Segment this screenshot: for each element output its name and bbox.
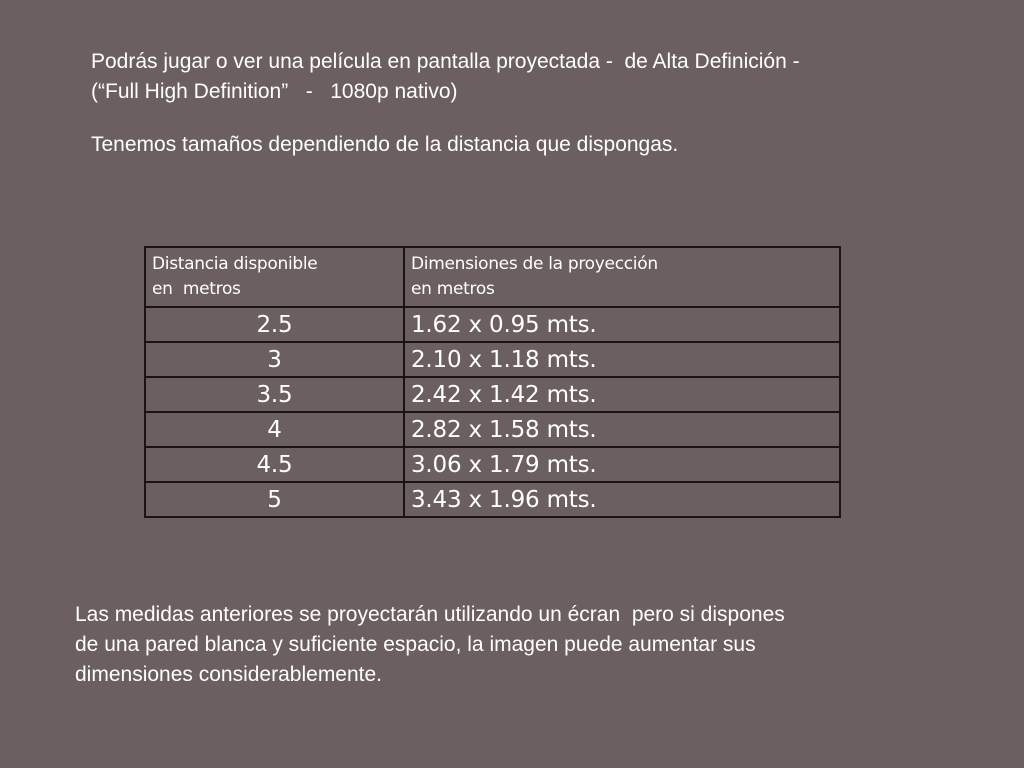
distance-cell: 2.5 [145, 307, 404, 342]
distance-cell: 4 [145, 412, 404, 447]
outro-line-1: Las medidas anteriores se proyectarán utilizando un écran pero si dispones [75, 603, 785, 626]
table-row [145, 377, 840, 412]
dimensions-cell: 2.42 x 1.42 mts. [404, 377, 840, 412]
intro-line-3: Tenemos tamaños dependiendo de la distancia que dispongas. [91, 133, 679, 156]
outro-text [75, 600, 975, 690]
projection-table [144, 246, 841, 518]
table-row [145, 482, 840, 517]
intro-line-2: (“Full High Definition” - 1080p nativo) [91, 80, 458, 103]
outro-line-2: de una pared blanca y suficiente espacio, la imagen puede aumentar sus [75, 633, 756, 656]
dimensions-cell: 2.10 x 1.18 mts. [404, 342, 840, 377]
table-row [145, 307, 840, 342]
table-row [145, 412, 840, 447]
paragraph-spacer [91, 107, 991, 130]
header-dimensions [404, 247, 840, 307]
intro-line-1: Podrás jugar o ver una película en pantalla proyectada - de Alta Definición - [91, 50, 800, 73]
header-dimensions-line-2: en metros [411, 279, 495, 299]
header-distance-line-1: Distancia disponible [152, 254, 318, 274]
intro-text [91, 47, 991, 160]
dimensions-cell: 3.06 x 1.79 mts. [404, 447, 840, 482]
distance-cell: 4.5 [145, 447, 404, 482]
dimensions-cell: 3.43 x 1.96 mts. [404, 482, 840, 517]
distance-cell: 5 [145, 482, 404, 517]
distance-cell: 3 [145, 342, 404, 377]
distance-cell: 3.5 [145, 377, 404, 412]
header-distance-line-2: en metros [152, 279, 241, 299]
header-distance [145, 247, 404, 307]
header-dimensions-line-1: Dimensiones de la proyección [411, 254, 658, 274]
table-header-row [145, 247, 840, 307]
table-row [145, 447, 840, 482]
table-row [145, 342, 840, 377]
dimensions-cell: 1.62 x 0.95 mts. [404, 307, 840, 342]
dimensions-cell: 2.82 x 1.58 mts. [404, 412, 840, 447]
outro-line-3: dimensiones considerablemente. [75, 663, 383, 686]
